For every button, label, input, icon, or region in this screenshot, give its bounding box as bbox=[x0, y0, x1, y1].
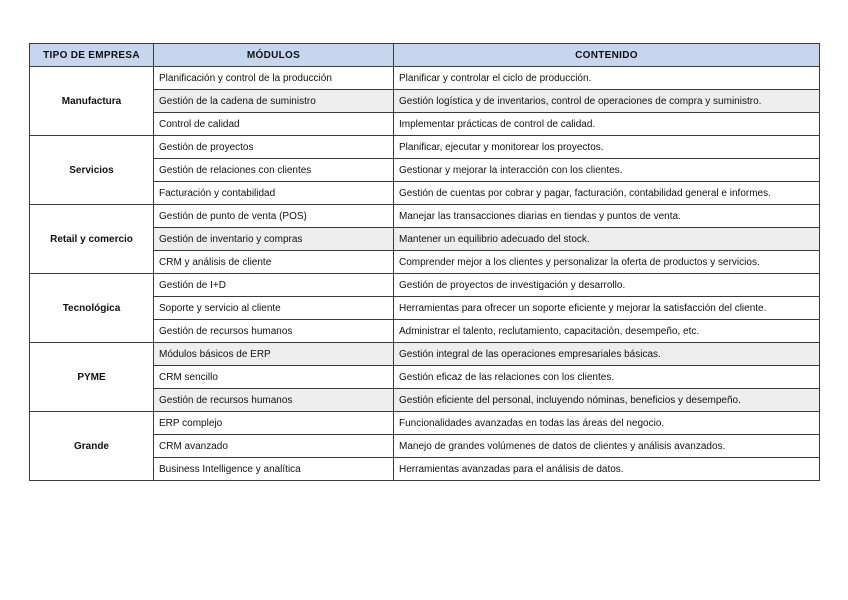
module-cell: CRM y análisis de cliente bbox=[154, 251, 394, 274]
table-row bbox=[30, 205, 820, 228]
module-cell: ERP complejo bbox=[154, 412, 394, 435]
company-type-cell: Retail y comercio bbox=[30, 205, 154, 274]
company-type-cell: Grande bbox=[30, 412, 154, 481]
company-type-cell: PYME bbox=[30, 343, 154, 412]
module-cell: Gestión de relaciones con clientes bbox=[154, 159, 394, 182]
table-header-row bbox=[30, 44, 820, 67]
table-row bbox=[30, 412, 820, 435]
company-type-cell: Tecnológica bbox=[30, 274, 154, 343]
module-cell: CRM avanzado bbox=[154, 435, 394, 458]
company-type-cell: Manufactura bbox=[30, 67, 154, 136]
content-cell: Funcionalidades avanzadas en todas las áreas del negocio. bbox=[394, 412, 820, 435]
header-modulos: MÓDULOS bbox=[154, 44, 394, 67]
content-cell: Herramientas para ofrecer un soporte eficiente y mejorar la satisfacción del cliente. bbox=[394, 297, 820, 320]
header-contenido: CONTENIDO bbox=[394, 44, 820, 67]
module-cell: Gestión de punto de venta (POS) bbox=[154, 205, 394, 228]
module-cell: Gestión de inventario y compras bbox=[154, 228, 394, 251]
content-cell: Comprender mejor a los clientes y personalizar la oferta de productos y servicios. bbox=[394, 251, 820, 274]
module-cell: Business Intelligence y analítica bbox=[154, 458, 394, 481]
table-row bbox=[30, 67, 820, 90]
erp-modules-table bbox=[29, 43, 820, 481]
module-cell: Módulos básicos de ERP bbox=[154, 343, 394, 366]
content-cell: Gestionar y mejorar la interacción con los clientes. bbox=[394, 159, 820, 182]
module-cell: Gestión de recursos humanos bbox=[154, 320, 394, 343]
table-row bbox=[30, 343, 820, 366]
content-cell: Manejar las transacciones diarias en tiendas y puntos de venta. bbox=[394, 205, 820, 228]
content-cell: Administrar el talento, reclutamiento, capacitación, desempeño, etc. bbox=[394, 320, 820, 343]
module-cell: Planificación y control de la producción bbox=[154, 67, 394, 90]
content-cell: Planificar y controlar el ciclo de producción. bbox=[394, 67, 820, 90]
content-cell: Herramientas avanzadas para el análisis de datos. bbox=[394, 458, 820, 481]
module-cell: CRM sencillo bbox=[154, 366, 394, 389]
content-cell: Mantener un equilibrio adecuado del stock. bbox=[394, 228, 820, 251]
content-cell: Planificar, ejecutar y monitorear los proyectos. bbox=[394, 136, 820, 159]
module-cell: Gestión de I+D bbox=[154, 274, 394, 297]
content-cell: Implementar prácticas de control de calidad. bbox=[394, 113, 820, 136]
module-cell: Facturación y contabilidad bbox=[154, 182, 394, 205]
content-cell: Gestión logística y de inventarios, control de operaciones de compra y suministro. bbox=[394, 90, 820, 113]
content-cell: Gestión integral de las operaciones empresariales básicas. bbox=[394, 343, 820, 366]
content-cell: Gestión eficaz de las relaciones con los clientes. bbox=[394, 366, 820, 389]
content-cell: Manejo de grandes volúmenes de datos de clientes y análisis avanzados. bbox=[394, 435, 820, 458]
content-cell: Gestión de proyectos de investigación y desarrollo. bbox=[394, 274, 820, 297]
company-type-cell: Servicios bbox=[30, 136, 154, 205]
module-cell: Gestión de proyectos bbox=[154, 136, 394, 159]
module-cell: Soporte y servicio al cliente bbox=[154, 297, 394, 320]
table-row bbox=[30, 274, 820, 297]
content-cell: Gestión eficiente del personal, incluyendo nóminas, beneficios y desempeño. bbox=[394, 389, 820, 412]
module-cell: Control de calidad bbox=[154, 113, 394, 136]
module-cell: Gestión de la cadena de suministro bbox=[154, 90, 394, 113]
module-cell: Gestión de recursos humanos bbox=[154, 389, 394, 412]
content-cell: Gestión de cuentas por cobrar y pagar, facturación, contabilidad general e informes. bbox=[394, 182, 820, 205]
table-row bbox=[30, 136, 820, 159]
header-tipo-de-empresa: TIPO DE EMPRESA bbox=[30, 44, 154, 67]
